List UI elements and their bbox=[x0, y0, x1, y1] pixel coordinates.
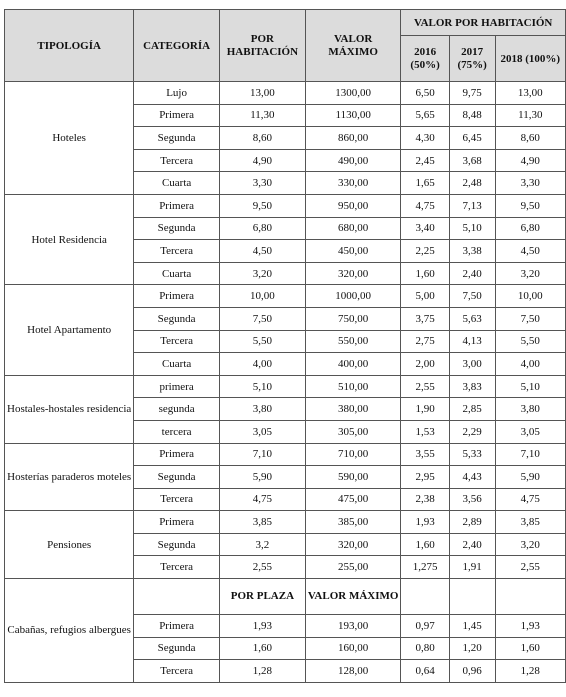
y2018-cell: 3,80 bbox=[495, 398, 565, 421]
header-por-habitacion bbox=[219, 10, 305, 82]
y2017-cell: 2,40 bbox=[449, 262, 495, 285]
y2016-cell: 1,60 bbox=[401, 262, 449, 285]
y2018-cell: 3,20 bbox=[495, 533, 565, 556]
y2017-cell: 9,75 bbox=[449, 82, 495, 105]
por-habitacion-cell: 7,50 bbox=[219, 307, 305, 330]
categoria-cell: Segunda bbox=[134, 466, 220, 489]
y2018-cell: 10,00 bbox=[495, 285, 565, 308]
por-habitacion-cell: 11,30 bbox=[219, 104, 305, 127]
categoria-cell: primera bbox=[134, 375, 220, 398]
valor-maximo-cell: 128,00 bbox=[305, 660, 401, 683]
valor-maximo-cell: 680,00 bbox=[305, 217, 401, 240]
header-2016 bbox=[401, 36, 449, 82]
valor-maximo-cell: 305,00 bbox=[305, 420, 401, 443]
categoria-cell: Segunda bbox=[134, 307, 220, 330]
por-habitacion-cell: 4,50 bbox=[219, 240, 305, 263]
y2018-cell: 2,55 bbox=[495, 556, 565, 579]
y2016-cell: 5,65 bbox=[401, 104, 449, 127]
y2016-cell: 1,65 bbox=[401, 172, 449, 195]
por-habitacion-cell: 7,10 bbox=[219, 443, 305, 466]
tipologia-cell: Hotel Residencia bbox=[5, 194, 134, 284]
valor-maximo-cell: 450,00 bbox=[305, 240, 401, 263]
y2017-cell: 7,13 bbox=[449, 194, 495, 217]
header-2017-year: 2017 bbox=[461, 45, 484, 58]
categoria-cell: Cuarta bbox=[134, 262, 220, 285]
por-habitacion-cell: 5,90 bbox=[219, 466, 305, 489]
valor-maximo-cell: 510,00 bbox=[305, 375, 401, 398]
por-habitacion-cell: 4,90 bbox=[219, 149, 305, 172]
y2017-cell: 5,63 bbox=[449, 307, 495, 330]
y2018-cell: 3,30 bbox=[495, 172, 565, 195]
y2018-cell: 3,05 bbox=[495, 420, 565, 443]
y2016-cell: 1,60 bbox=[401, 533, 449, 556]
valor-maximo-cell: 950,00 bbox=[305, 194, 401, 217]
document-page bbox=[4, 9, 566, 683]
y2016-cell: 1,275 bbox=[401, 556, 449, 579]
header-por-habitacion-line1: POR bbox=[250, 32, 274, 45]
y2017-cell: 1,20 bbox=[449, 637, 495, 660]
categoria-cell: Tercera bbox=[134, 488, 220, 511]
categoria-cell: Tercera bbox=[134, 330, 220, 353]
valor-maximo-cell: 1300,00 bbox=[305, 82, 401, 105]
header-valor-maximo-line2: MÁXIMO bbox=[328, 45, 378, 58]
y2017-cell: 1,91 bbox=[449, 556, 495, 579]
y2017-cell: 5,10 bbox=[449, 217, 495, 240]
y2017-cell: 4,43 bbox=[449, 466, 495, 489]
y2017-cell: 3,38 bbox=[449, 240, 495, 263]
categoria-cell: Segunda bbox=[134, 533, 220, 556]
y2018-cell: 4,50 bbox=[495, 240, 565, 263]
y2018-cell: 5,90 bbox=[495, 466, 565, 489]
valor-maximo-cell: 475,00 bbox=[305, 488, 401, 511]
valor-maximo-cell: 160,00 bbox=[305, 637, 401, 660]
header-2017 bbox=[449, 36, 495, 82]
y2018-cell: 4,90 bbox=[495, 149, 565, 172]
y2018-cell: 8,60 bbox=[495, 127, 565, 150]
y2016-cell: 1,90 bbox=[401, 398, 449, 421]
y2016-cell: 5,00 bbox=[401, 285, 449, 308]
por-habitacion-cell: 3,30 bbox=[219, 172, 305, 195]
table-row bbox=[5, 82, 566, 105]
valor-maximo-cell: 1000,00 bbox=[305, 285, 401, 308]
tipologia-cell: Hotel Apartamento bbox=[5, 285, 134, 375]
por-plaza-cell: 1,60 bbox=[219, 637, 305, 660]
categoria-cell: Primera bbox=[134, 443, 220, 466]
header-2016-year: 2016 bbox=[414, 45, 437, 58]
y2017-cell: 3,83 bbox=[449, 375, 495, 398]
categoria-cell: Primera bbox=[134, 511, 220, 534]
header-2016-percent: (50%) bbox=[410, 58, 440, 71]
y2018-cell: 3,20 bbox=[495, 262, 565, 285]
y2016-cell: 2,45 bbox=[401, 149, 449, 172]
y2018-cell: 3,85 bbox=[495, 511, 565, 534]
y2016-cell: 0,80 bbox=[401, 637, 449, 660]
valor-maximo-cell: 400,00 bbox=[305, 353, 401, 376]
categoria-cell: Primera bbox=[134, 194, 220, 217]
valor-maximo-cell: 710,00 bbox=[305, 443, 401, 466]
y2016-cell: 2,95 bbox=[401, 466, 449, 489]
tariff-table bbox=[4, 9, 566, 683]
y2016-cell: 4,30 bbox=[401, 127, 449, 150]
header-por-habitacion-line2: HABITACIÓN bbox=[226, 45, 299, 58]
por-habitacion-cell: 4,00 bbox=[219, 353, 305, 376]
categoria-cell: Tercera bbox=[134, 240, 220, 263]
por-habitacion-cell: 10,00 bbox=[219, 285, 305, 308]
tipologia-cell: Hoteles bbox=[5, 82, 134, 195]
valor-maximo-cell: 193,00 bbox=[305, 615, 401, 638]
header-2017-percent: (75%) bbox=[457, 58, 487, 71]
y2018-cell: 1,28 bbox=[495, 660, 565, 683]
y2016-cell: 0,64 bbox=[401, 660, 449, 683]
valor-maximo-cell: 330,00 bbox=[305, 172, 401, 195]
categoria-cell: Lujo bbox=[134, 82, 220, 105]
y2018-cell: 7,10 bbox=[495, 443, 565, 466]
header-valor-maximo-line1: VALOR bbox=[334, 32, 373, 45]
y2017-cell: 6,45 bbox=[449, 127, 495, 150]
tipologia-cell: Hostales-hostales residencia bbox=[5, 375, 134, 443]
table-row bbox=[5, 375, 566, 398]
valor-maximo-cell: 1130,00 bbox=[305, 104, 401, 127]
y2018-cell: 5,50 bbox=[495, 330, 565, 353]
y2018-cell: 9,50 bbox=[495, 194, 565, 217]
categoria-cell: Tercera bbox=[134, 149, 220, 172]
por-habitacion-cell: 3,85 bbox=[219, 511, 305, 534]
table-row bbox=[5, 285, 566, 308]
categoria-cell: Segunda bbox=[134, 127, 220, 150]
valor-maximo-cell: 255,00 bbox=[305, 556, 401, 579]
header-por-plaza: POR PLAZA bbox=[219, 579, 305, 615]
y2017-cell: 2,85 bbox=[449, 398, 495, 421]
y2016-cell: 0,97 bbox=[401, 615, 449, 638]
empty-cell bbox=[495, 579, 565, 615]
y2018-cell: 13,00 bbox=[495, 82, 565, 105]
y2018-cell: 7,50 bbox=[495, 307, 565, 330]
y2017-cell: 2,29 bbox=[449, 420, 495, 443]
header-categoria: CATEGORÍA bbox=[134, 10, 220, 82]
empty-cell bbox=[134, 579, 220, 615]
y2017-cell: 2,48 bbox=[449, 172, 495, 195]
por-habitacion-cell: 6,80 bbox=[219, 217, 305, 240]
valor-maximo-cell: 320,00 bbox=[305, 262, 401, 285]
table-row bbox=[5, 511, 566, 534]
por-habitacion-cell: 5,10 bbox=[219, 375, 305, 398]
y2018-cell: 11,30 bbox=[495, 104, 565, 127]
y2018-cell: 6,80 bbox=[495, 217, 565, 240]
y2017-cell: 3,00 bbox=[449, 353, 495, 376]
por-habitacion-cell: 3,05 bbox=[219, 420, 305, 443]
por-plaza-cell: 1,93 bbox=[219, 615, 305, 638]
header-valor-maximo bbox=[305, 10, 401, 82]
valor-maximo-cell: 380,00 bbox=[305, 398, 401, 421]
tipologia-cell: Pensiones bbox=[5, 511, 134, 579]
categoria-cell: Cuarta bbox=[134, 353, 220, 376]
por-habitacion-cell: 3,2 bbox=[219, 533, 305, 556]
table-row bbox=[5, 194, 566, 217]
categoria-cell: Cuarta bbox=[134, 172, 220, 195]
y2016-cell: 3,55 bbox=[401, 443, 449, 466]
y2017-cell: 3,68 bbox=[449, 149, 495, 172]
y2016-cell: 2,00 bbox=[401, 353, 449, 376]
y2016-cell: 2,25 bbox=[401, 240, 449, 263]
y2017-cell: 3,56 bbox=[449, 488, 495, 511]
header-valor-por-habitacion: VALOR POR HABITACIÓN bbox=[401, 10, 566, 36]
y2017-cell: 1,45 bbox=[449, 615, 495, 638]
valor-maximo-cell: 320,00 bbox=[305, 533, 401, 556]
y2018-cell: 4,00 bbox=[495, 353, 565, 376]
categoria-cell: Primera bbox=[134, 285, 220, 308]
tipologia-cell: Cabañas, refugios albergues bbox=[5, 579, 134, 683]
categoria-cell: Tercera bbox=[134, 556, 220, 579]
y2016-cell: 4,75 bbox=[401, 194, 449, 217]
por-habitacion-cell: 13,00 bbox=[219, 82, 305, 105]
y2016-cell: 3,75 bbox=[401, 307, 449, 330]
tipologia-cell: Hosterías paraderos moteles bbox=[5, 443, 134, 511]
categoria-cell: Primera bbox=[134, 104, 220, 127]
valor-maximo-cell: 590,00 bbox=[305, 466, 401, 489]
header-2018: 2018 (100%) bbox=[495, 36, 565, 82]
y2017-cell: 5,33 bbox=[449, 443, 495, 466]
por-habitacion-cell: 8,60 bbox=[219, 127, 305, 150]
por-habitacion-cell: 9,50 bbox=[219, 194, 305, 217]
table-header bbox=[5, 10, 566, 82]
table-body bbox=[5, 82, 566, 683]
valor-maximo-cell: 490,00 bbox=[305, 149, 401, 172]
y2017-cell: 2,89 bbox=[449, 511, 495, 534]
valor-maximo-cell: 385,00 bbox=[305, 511, 401, 534]
categoria-cell: Tercera bbox=[134, 660, 220, 683]
y2016-cell: 6,50 bbox=[401, 82, 449, 105]
por-habitacion-cell: 5,50 bbox=[219, 330, 305, 353]
y2018-cell: 1,93 bbox=[495, 615, 565, 638]
categoria-cell: Segunda bbox=[134, 637, 220, 660]
y2016-cell: 3,40 bbox=[401, 217, 449, 240]
y2018-cell: 5,10 bbox=[495, 375, 565, 398]
por-habitacion-cell: 2,55 bbox=[219, 556, 305, 579]
y2017-cell: 2,40 bbox=[449, 533, 495, 556]
por-habitacion-cell: 3,20 bbox=[219, 262, 305, 285]
y2017-cell: 4,13 bbox=[449, 330, 495, 353]
categoria-cell: Primera bbox=[134, 615, 220, 638]
por-plaza-cell: 1,28 bbox=[219, 660, 305, 683]
empty-cell bbox=[401, 579, 449, 615]
categoria-cell: Segunda bbox=[134, 217, 220, 240]
y2016-cell: 1,93 bbox=[401, 511, 449, 534]
empty-cell bbox=[449, 579, 495, 615]
table-row bbox=[5, 443, 566, 466]
cabanas-subheader-row bbox=[5, 579, 566, 615]
por-habitacion-cell: 3,80 bbox=[219, 398, 305, 421]
y2017-cell: 8,48 bbox=[449, 104, 495, 127]
por-habitacion-cell: 4,75 bbox=[219, 488, 305, 511]
categoria-cell: segunda bbox=[134, 398, 220, 421]
valor-maximo-cell: 550,00 bbox=[305, 330, 401, 353]
y2016-cell: 2,75 bbox=[401, 330, 449, 353]
valor-maximo-cell: 860,00 bbox=[305, 127, 401, 150]
y2016-cell: 2,38 bbox=[401, 488, 449, 511]
y2018-cell: 4,75 bbox=[495, 488, 565, 511]
y2016-cell: 2,55 bbox=[401, 375, 449, 398]
y2016-cell: 1,53 bbox=[401, 420, 449, 443]
y2017-cell: 7,50 bbox=[449, 285, 495, 308]
valor-maximo-cell: 750,00 bbox=[305, 307, 401, 330]
y2017-cell: 0,96 bbox=[449, 660, 495, 683]
header-tipologia: TIPOLOGÍA bbox=[5, 10, 134, 82]
y2018-cell: 1,60 bbox=[495, 637, 565, 660]
header-valor-maximo-cabanas: VALOR MÁXIMO bbox=[305, 579, 401, 615]
categoria-cell: tercera bbox=[134, 420, 220, 443]
